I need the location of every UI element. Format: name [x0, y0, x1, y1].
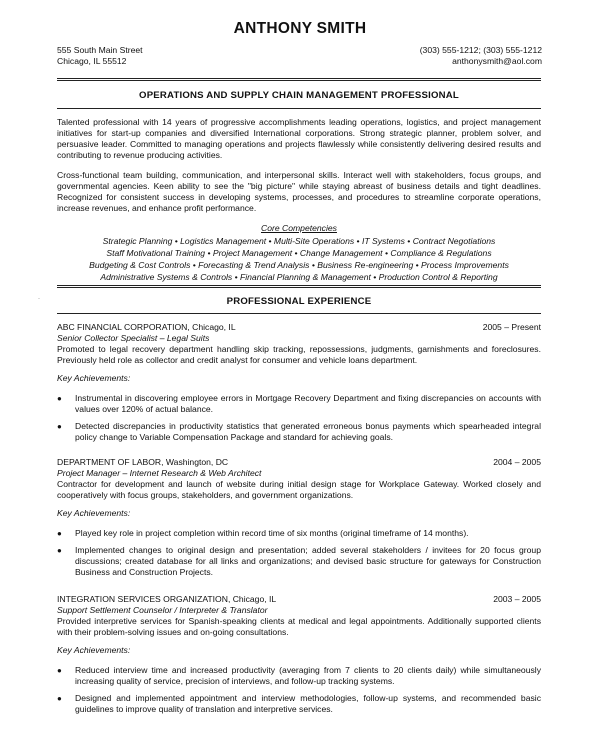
bullet-icon: ● [57, 694, 62, 703]
experience-title-divider [57, 313, 541, 314]
achievement-item [57, 421, 541, 443]
job-entry [57, 322, 541, 449]
candidate-name: ANTHONY SMITH [233, 20, 367, 37]
achievement-item [57, 545, 541, 578]
achievement-text: Implemented changes to original design and presentation; added several stakeholders / invitees for 20 focus group discussions; created database for all links and organizations; and devised basic structure for gateways for Construction Business and Construction Projects. [75, 545, 541, 577]
bullet-icon: ● [57, 422, 62, 431]
bullet-icon: ● [57, 529, 62, 538]
job-organization: DEPARTMENT OF LABOR, Washington, DC [57, 457, 229, 467]
stray-dot: · [38, 296, 40, 302]
job-title: Senior Collector Specialist – Legal Suits [57, 333, 210, 343]
job-organization: ABC FINANCIAL CORPORATION, Chicago, IL [57, 322, 236, 332]
achievement-list [57, 665, 541, 715]
job-header [57, 457, 541, 468]
street-address: 555 South Main Street [57, 45, 143, 55]
job-dates: 2003 – 2005 [493, 594, 541, 604]
achievement-list [57, 528, 541, 578]
job-entry [57, 594, 541, 721]
job-title: Project Manager – Internet Research & Web Architect [57, 468, 262, 478]
summary-paragraph-2: Cross-functional team building, communication, and interpersonal skills. Interact well with stakeholders, focus groups, and governmental agencies. Keen ability to see the "big picture" while staying abreast of business details and tight deadlines. Recognized for consistent success in developing systems, processes, and procedures to streamline corporate operations, increase revenues, and enhance profit performance. [57, 170, 541, 213]
job-title: Support Settlement Counselor / Interpreter & Translator [57, 605, 268, 615]
key-achievements-label: Key Achievements: [57, 645, 131, 655]
core-competencies-line: Strategic Planning • Logistics Management • Multi-Site Operations • IT Systems • Contract Negotiations [102, 236, 496, 246]
job-header [57, 594, 541, 605]
achievement-text: Played key role in project completion within record time of six months (original timeframe of 14 months). [75, 528, 469, 538]
job-dates: 2004 – 2005 [493, 457, 541, 467]
bullet-icon: ● [57, 546, 62, 555]
key-achievements-label: Key Achievements: [57, 508, 131, 518]
achievement-list [57, 393, 541, 443]
experience-top-divider [57, 285, 541, 288]
achievement-text: Instrumental in discovering employee errors in Mortgage Recovery Department and fixing discrepancies on accounts with values over 120% of actual balance. [75, 393, 541, 414]
key-achievements-label: Key Achievements: [57, 373, 131, 383]
job-organization: INTEGRATION SERVICES ORGANIZATION, Chicago, IL [57, 594, 277, 604]
core-competencies-line: Administrative Systems & Controls • Financial Planning & Management • Production Control & Reporting [100, 272, 498, 282]
achievement-item [57, 665, 541, 687]
job-header [57, 322, 541, 333]
achievement-text: Reduced interview time and increased productivity (averaging from 7 clients to 20 clients daily) while simultaneously increasing quality of service, precision of interviews, and follow-up tracking systems. [75, 665, 541, 686]
contact-block [420, 45, 542, 67]
city-state-zip: Chicago, IL 55512 [57, 56, 127, 66]
job-description: Contractor for development and launch of website during initial design stage for Workplace Gateway. Worked closely and cooperatively with focus groups, stakeholders, and government organizations. [57, 479, 541, 500]
address-block [57, 45, 143, 67]
bullet-icon: ● [57, 666, 62, 675]
phone-numbers: (303) 555-1212; (303) 555-1212 [419, 45, 542, 55]
job-description: Provided interpretive services for Spanish-speaking clients at medical and legal appointments. Additionally supported clients with their problem-solving issues and on-going consultations. [57, 616, 541, 637]
core-competencies-heading: Core Competencies [261, 223, 337, 233]
header-divider [57, 78, 541, 81]
achievement-text: Designed and implemented appointment and interview methodologies, follow-up systems, and recommended basic guidelines to improve quality of translation and interpretive services. [75, 693, 541, 714]
summary-paragraph-1: Talented professional with 14 years of progressive accomplishments leading operations, logistics, and project management initiatives for start-up companies and diversified International corporations. Strong strategic planner, problem solver, and persuasive leader. Committed to managing operations and projects flawlessly while consistently delivering desired results and contributing to revenue producing activities. [57, 117, 541, 160]
core-competencies-line: Budgeting & Cost Controls • Forecasting & Trend Analysis • Business Re-engineering • Process Improvements [89, 260, 509, 270]
job-description: Promoted to legal recovery department handling skip tracking, repossessions, judgments, garnishments and foreclosures. Previously held role as collector and credit analyst for consumer and vehicle loans department. [57, 344, 541, 365]
achievement-text: Detected discrepancies in productivity statistics that generated erroneous bonus payments which spearheaded integral policy change to Variable Compensation Package and standard for achieving goals. [75, 421, 541, 442]
achievement-item [57, 393, 541, 415]
job-dates: 2005 – Present [482, 322, 541, 332]
job-entry [57, 457, 541, 584]
experience-title: PROFESSIONAL EXPERIENCE [226, 296, 372, 307]
core-competencies-line: Staff Motivational Training • Project Management • Change Management • Compliance & Regulations [106, 248, 492, 258]
bullet-icon: ● [57, 394, 62, 403]
summary-title-divider [57, 108, 541, 109]
achievement-item [57, 693, 541, 715]
email-address: anthonysmith@aol.com [452, 56, 542, 66]
summary-title: OPERATIONS AND SUPPLY CHAIN MANAGEMENT PROFESSIONAL [139, 90, 459, 101]
achievement-item [57, 528, 541, 539]
